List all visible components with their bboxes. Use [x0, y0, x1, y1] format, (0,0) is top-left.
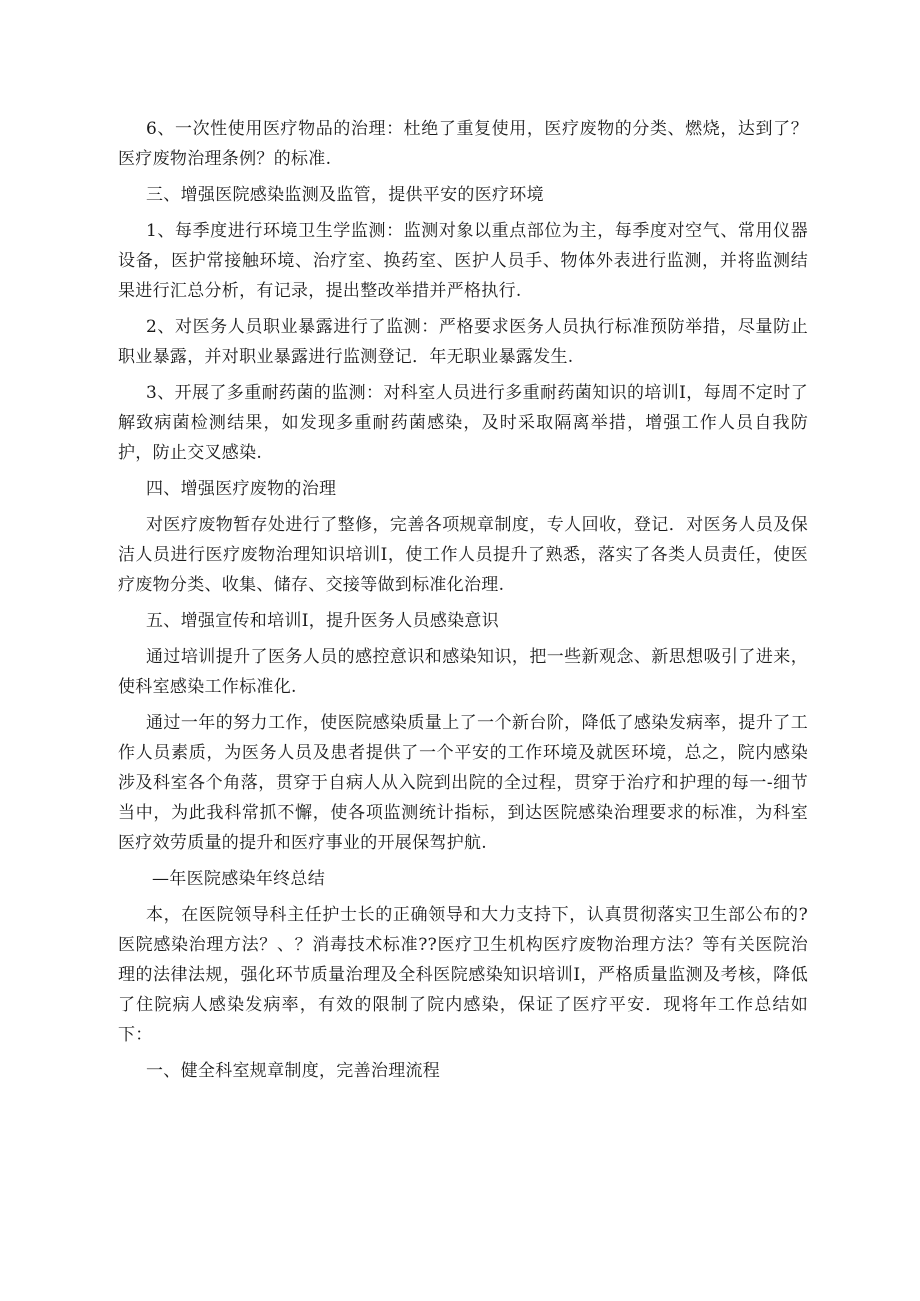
paragraph-intro: 本，在医院领导科主任护士长的正确领导和大力支持下，认真贯彻落实卫生部公布的?医院感染治理方法？、？消毒技术标准??医疗卫生机构医疗废物治理方法？等有关医院治理的法律法规，强化环节质量治理及全科医院感染知识培训I，严格质量监测及考核，降低了住院病人感染发病率，有效的限制了院内感染，保证了医疗平安．现将年工作总结如下： [118, 905, 808, 1045]
section-heading-3: 三、增强医院感染监测及监管，提供平安的医疗环境 [146, 185, 544, 205]
section-heading-1: 一、健全科室规章制度，完善治理流程 [146, 1061, 441, 1081]
paragraph-summary: 通过一年的努力工作，使医院感染质量上了一个新台阶，降低了感染发病率，提升了工作人员素质，为医务人员及患者提供了一个平安的工作环境及就医环境，总之，院内感染涉及科室各个角落，贯穿于自病人从入院到出院的全过程，贯穿于治疗和护理的每一-细节当中，为此我科常抓不懈，使各项监测统计指标，到达医院感染治理要求的标准，为科室医疗效劳质量的提升和医疗事业的开展保驾护航. [118, 713, 808, 853]
paragraph-occupational-exposure: 2、对医务人员职业暴露进行了监测：严格要求医务人员执行标准预防举措，尽量防止职业暴露，并对职业暴露进行监测登记．年无职业暴露发生. [118, 317, 808, 367]
paragraph-mdro-monitoring: 3、开展了多重耐药菌的监测：对科室人员进行多重耐药菌知识的培训I，每周不定时了解致病菌检测结果，如发现多重耐药菌感染，及时采取隔离举措，增强工作人员自我防护，防止交叉感染. [118, 383, 808, 463]
paragraph-env-monitoring: 1、每季度进行环境卫生学监测：监测对象以重点部位为主，每季度对空气、常用仪器设备，医护常接触环境、治疗室、换药室、医护人员手、物体外表进行监测，并将监测结果进行汇总分析，有记录，提出整改举措并严格执行. [118, 221, 808, 301]
paragraph-training: 通过培训提升了医务人员的感控意识和感染知识，把一些新观念、新思想吸引了进来，使科室感染工作标准化. [118, 647, 808, 697]
paragraph-medical-waste: 对医疗废物暂存处进行了整修，完善各项规章制度，专人回收，登记．对医务人员及保洁人员进行医疗废物治理知识培训I，使工作人员提升了熟悉，落实了各类人员责任，使医疗废物分类、收集、储存、交接等做到标准化治理. [118, 515, 808, 595]
paragraph-item-6-disposables: 6、一次性使用医疗物品的治理：杜绝了重复使用，医疗废物的分类、燃烧，达到了？医疗废物治理条例？的标准. [118, 119, 808, 169]
section-heading-4: 四、增强医疗废物的治理 [146, 479, 337, 499]
document-body [118, 114, 808, 1086]
document-subtitle: —年医院感染年终总结 [152, 869, 325, 889]
section-heading-5: 五、增强宣传和培训I，提升医务人员感染意识 [146, 611, 500, 631]
